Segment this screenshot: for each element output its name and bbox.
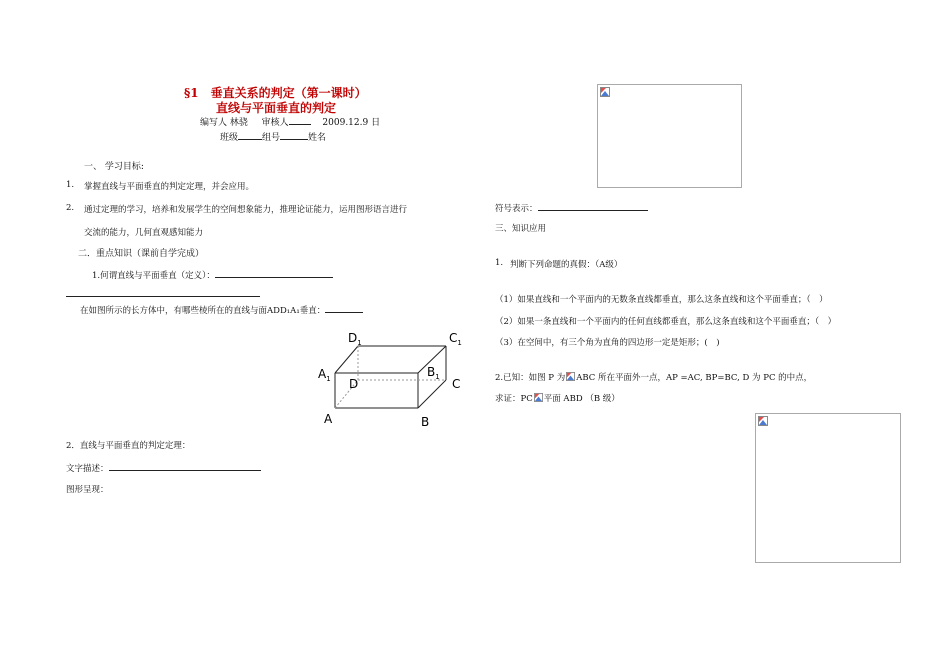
goal-1-text: 掌握直线与平面垂直的判定定理，并会应用。 (84, 182, 255, 192)
problem-1-number: 1. (495, 258, 504, 268)
vertex-label-b1: $B_1$ (427, 365, 440, 381)
problem-2-given-b: ABC 所在平面外一点，AP =AC, BP=BC, D 为 PC 的中点， (576, 373, 813, 383)
goal-2-text-cont: 交流的能力，几何直观感知能力 (84, 228, 204, 238)
vertex-label-a: A (324, 412, 333, 426)
image-placeholder-2 (755, 413, 901, 563)
class-label: 班级 (220, 133, 239, 143)
goal-2-number: 2. (66, 203, 75, 213)
vertex-label-c: C (452, 377, 461, 391)
title-line-1: §1 垂直关系的判定（第一课时） (184, 86, 367, 100)
cuboid-question (80, 303, 363, 316)
question-1 (92, 268, 333, 281)
cuboid-question-text: 在如图所示的长方体中，有哪些棱所在的直线与面ADD₁A₁垂直： (80, 306, 326, 316)
author-line (200, 115, 380, 128)
author-name: 林骁 (229, 118, 248, 128)
cuboid-question-blank (325, 303, 363, 313)
student-info-line (220, 130, 326, 143)
question-1-text: 1.何谓直线与平面垂直（定义）： (92, 271, 215, 281)
goal-2-text: 通过定理的学习，培养和发展学生的空间想象能力，推理论证能力，运用图形语言进行 (84, 205, 408, 215)
definition-blank-line (66, 296, 260, 297)
vertex-label-d: D (349, 377, 359, 391)
text-description-blank (109, 461, 261, 471)
group-blank (280, 130, 308, 140)
section-learning-goals: 一、 学习目标: (84, 162, 144, 172)
symbol-blank (538, 201, 648, 211)
section-key-knowledge: 二．重点知识（课前自学完成） (78, 249, 205, 259)
problem-2-given (495, 371, 812, 383)
broken-image-icon (758, 416, 768, 426)
proposition-3: （3）在空间中，有三个角为直角的四边形一定是矩形；( ) (495, 338, 720, 348)
broken-image-icon (534, 393, 543, 402)
image-placeholder-1 (597, 84, 742, 188)
problem-2-prove-a: 求证：PC (495, 394, 533, 404)
title-line-2: 直线与平面垂直的判定 (216, 101, 337, 115)
author-label: 编写人 (200, 118, 228, 128)
problem-1-text: 判断下列命题的真假：（A级） (510, 260, 623, 270)
name-label: 姓名 (308, 133, 327, 143)
broken-image-icon (566, 372, 575, 381)
text-description-label: 文字描述： (66, 464, 109, 474)
section-application: 三、知识应用 (495, 224, 547, 234)
problem-2-given-a: 2.已知：如图 P 为 (495, 373, 566, 383)
question-2: 2．直线与平面垂直的判定定理： (66, 441, 191, 451)
reviewer-label: 审核人 (261, 118, 289, 128)
symbol-label: 符号表示： (495, 204, 538, 214)
class-blank (238, 130, 262, 140)
vertex-label-b: B (421, 415, 430, 429)
symbol-representation (495, 201, 648, 214)
goal-1-number: 1. (66, 180, 75, 190)
text-description (66, 461, 261, 474)
document-date: 2009.12.9 日 (322, 118, 381, 128)
figure-presentation: 图形呈现： (66, 485, 109, 495)
proposition-1: （1）如果直线和一个平面内的无数条直线都垂直，那么这条直线和这个平面垂直；（ ） (495, 295, 828, 305)
edge-a1d1 (335, 346, 358, 373)
reviewer-blank (289, 115, 311, 125)
group-label: 组号 (262, 133, 281, 143)
problem-2-prove-b: 平面 ABD （B 级） (543, 394, 620, 404)
problem-2-prove (495, 392, 620, 404)
cuboid-diagram (310, 328, 470, 432)
broken-image-icon (600, 87, 610, 97)
vertex-label-d1: $D_1$ (348, 331, 362, 347)
edge-bc (418, 380, 446, 408)
question-1-blank (215, 268, 333, 278)
vertex-label-a1: $A_1$ (318, 367, 331, 383)
proposition-2: （2）如果一条直线和一个平面内的任何直线都垂直，那么这条直线和这个平面垂直；（ ） (495, 317, 837, 327)
vertex-label-c1: $C_1$ (449, 331, 462, 347)
